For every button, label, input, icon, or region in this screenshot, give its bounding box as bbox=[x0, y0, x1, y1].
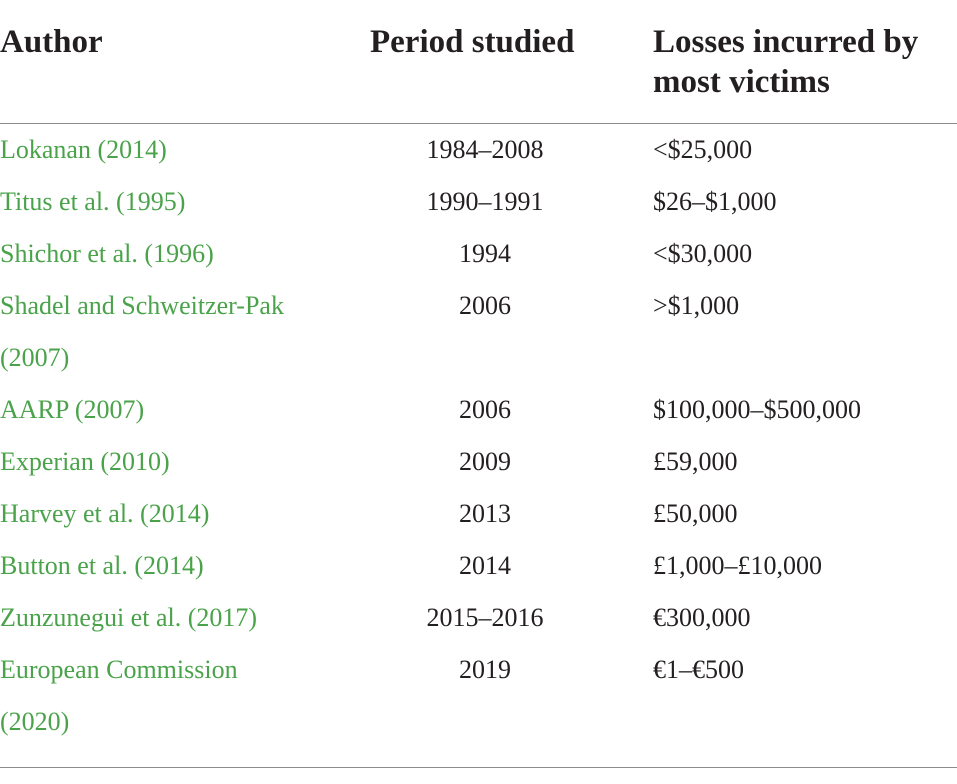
table-row bbox=[0, 176, 957, 228]
author-link[interactable] bbox=[0, 176, 340, 228]
losses-cell: $100,000–$500,000 bbox=[653, 395, 861, 424]
author-text: AARP (2007) bbox=[0, 395, 145, 424]
header-period-studied: Period studied bbox=[370, 24, 575, 60]
period-cell: 2006 bbox=[459, 291, 511, 320]
author-text-continued: (2020) bbox=[0, 707, 70, 736]
header-losses-line2: most victims bbox=[653, 64, 830, 100]
table-row bbox=[0, 488, 957, 540]
losses-cell: £59,000 bbox=[653, 447, 738, 476]
period-cell: 2006 bbox=[459, 395, 511, 424]
period-cell: 2019 bbox=[459, 655, 511, 684]
author-text: Experian (2010) bbox=[0, 447, 170, 476]
author-link[interactable] bbox=[0, 644, 340, 748]
author-text: Titus et al. (1995) bbox=[0, 187, 186, 216]
author-link[interactable] bbox=[0, 124, 340, 176]
losses-cell: <$25,000 bbox=[653, 135, 753, 164]
table-row bbox=[0, 540, 957, 592]
author-text: Zunzunegui et al. (2017) bbox=[0, 603, 258, 632]
table-row bbox=[0, 384, 957, 436]
table-row bbox=[0, 644, 957, 748]
table-row bbox=[0, 592, 957, 644]
author-link[interactable] bbox=[0, 384, 340, 436]
period-cell: 1984–2008 bbox=[426, 135, 544, 164]
author-text: Shadel and Schweitzer-Pak bbox=[0, 291, 284, 320]
author-link[interactable] bbox=[0, 488, 340, 540]
author-text: Button et al. (2014) bbox=[0, 551, 204, 580]
losses-cell: <$30,000 bbox=[653, 239, 753, 268]
period-cell: 2015–2016 bbox=[426, 603, 544, 632]
table-body bbox=[0, 124, 957, 748]
table-bottom-divider bbox=[0, 767, 957, 768]
period-cell: 2009 bbox=[459, 447, 511, 476]
author-text-continued: (2007) bbox=[0, 343, 70, 372]
losses-cell: £50,000 bbox=[653, 499, 738, 528]
author-link[interactable] bbox=[0, 436, 340, 488]
losses-cell: €300,000 bbox=[653, 603, 751, 632]
period-cell: 1994 bbox=[459, 239, 511, 268]
losses-cell: $26–$1,000 bbox=[653, 187, 777, 216]
losses-cell: £1,000–£10,000 bbox=[653, 551, 822, 580]
table-row bbox=[0, 280, 957, 384]
header-losses bbox=[653, 22, 918, 102]
author-text: Shichor et al. (1996) bbox=[0, 239, 214, 268]
table-row bbox=[0, 228, 957, 280]
author-link[interactable] bbox=[0, 280, 340, 384]
author-text: Lokanan (2014) bbox=[0, 135, 167, 164]
losses-cell: €1–€500 bbox=[653, 655, 744, 684]
author-link[interactable] bbox=[0, 228, 340, 280]
losses-cell: >$1,000 bbox=[653, 291, 740, 320]
period-cell: 2014 bbox=[459, 551, 511, 580]
author-link[interactable] bbox=[0, 540, 340, 592]
author-text: Harvey et al. (2014) bbox=[0, 499, 210, 528]
table-row bbox=[0, 436, 957, 488]
author-text: European Commission bbox=[0, 655, 238, 684]
table-row bbox=[0, 124, 957, 176]
period-cell: 1990–1991 bbox=[426, 187, 544, 216]
header-author: Author bbox=[0, 24, 103, 60]
author-link[interactable] bbox=[0, 592, 340, 644]
table-header bbox=[0, 0, 957, 124]
period-cell: 2013 bbox=[459, 499, 511, 528]
header-losses-line1: Losses incurred by bbox=[653, 24, 919, 60]
